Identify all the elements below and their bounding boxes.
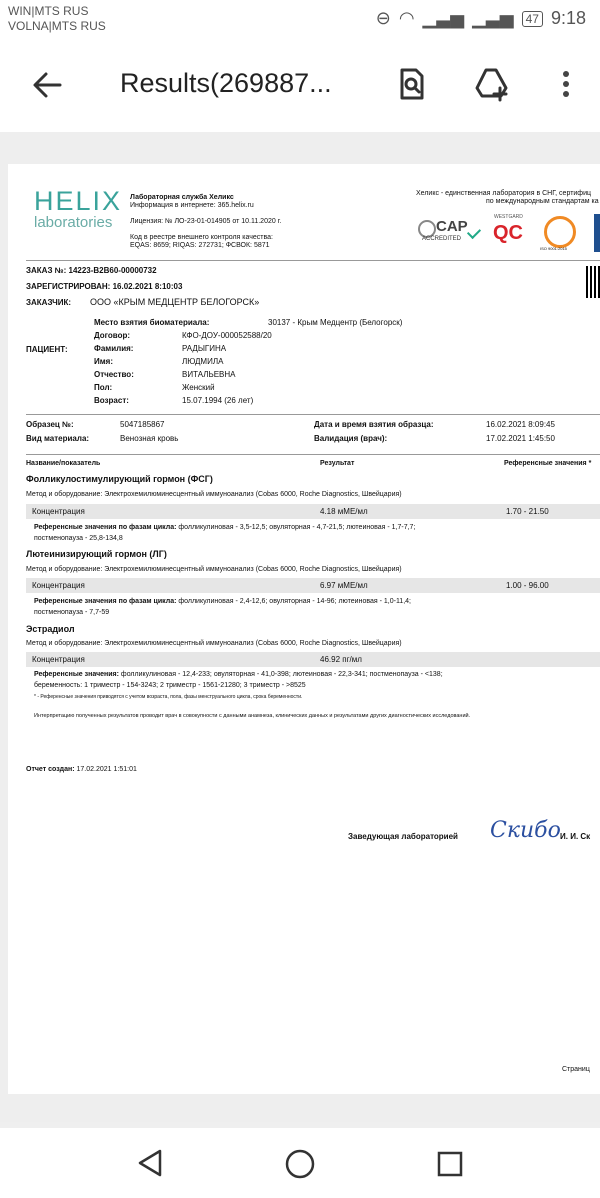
method: Метод и оборудование: Электрохемилюминесцентный иммуноанализ (Cobas 6000, Roche Diagnostics, Швейцария) — [26, 566, 402, 573]
param: Концентрация — [32, 507, 85, 516]
dnd-icon: ⊖ — [375, 8, 391, 28]
head-name: И. И. Ск — [560, 832, 591, 841]
material-label: Вид материала: — [26, 434, 90, 443]
page-label: Страниц — [562, 1066, 590, 1073]
nav-back-icon[interactable] — [136, 1148, 164, 1178]
method: Метод и оборудование: Электрохемилюминесцентный иммуноанализ (Cobas 6000, Roche Diagnostics, Швейцария) — [26, 491, 402, 498]
interpretation: Интерпретацию полученных результатов проводит врач в совокупности с данными анамнеза, клинических данных и результатами других диагностических исследований. — [34, 713, 471, 719]
col-name: Название/показатель — [26, 460, 101, 467]
method: Метод и оборудование: Электрохемилюминесцентный иммуноанализ (Cobas 6000, Roche Diagnostics, Швейцария) — [26, 640, 402, 647]
ref: 1.70 - 21.50 — [506, 507, 549, 516]
more-options-icon[interactable] — [548, 66, 584, 102]
helix-logo: HELIX — [34, 186, 123, 216]
signal-icon: ▁▃▅ — [422, 8, 465, 28]
sgs-logo — [544, 216, 576, 248]
col-ref: Референсные значения * — [504, 460, 592, 467]
note-bold: Референсные значения по фазам цикла: — [34, 598, 177, 605]
sample-label: Образец №: — [26, 420, 74, 429]
status-bar — [0, 0, 600, 40]
cap-accredited-logo: CAP ACCREDITED — [418, 218, 480, 246]
field-value: 30137 - Крым Медцентр (Белогорск) — [268, 318, 403, 327]
field-label: Пол: — [94, 383, 113, 392]
order-number: ЗАКАЗ №: 14223-B2B60-00000732 — [26, 266, 157, 275]
material: Венозная кровь — [120, 434, 179, 443]
footnote: * - Референсные значения приводятся с учетом возраста, пола, фазы менструального цикла, срока беременности. — [34, 694, 303, 700]
result: 4.18 мМЕ/мл — [320, 507, 368, 516]
note-1: фолликулиновая - 3,5-12,5; овуляторная - 4,7-21,5; лютеиновая - 1,7-7,7; — [176, 524, 416, 531]
customer: ООО «КРЫМ МЕДЦЕНТР БЕЛОГОРСК» — [90, 297, 260, 307]
pdf-page — [8, 164, 600, 1094]
col-result: Результат — [320, 460, 355, 467]
validation-label: Валидация (врач): — [314, 434, 388, 443]
field-label: Возраст: — [94, 396, 129, 405]
nav-recents-icon[interactable] — [436, 1150, 464, 1178]
field-value: РАДЫГИНА — [182, 344, 227, 353]
registry-1: Код в реестре внешнего контроля качества: — [130, 234, 273, 241]
field-label: Место взятия биоматериала: — [94, 318, 210, 327]
ref: 1.00 - 96.00 — [506, 581, 549, 590]
qc-logo: QC — [493, 222, 523, 244]
find-in-page-icon[interactable] — [394, 66, 430, 102]
field-label: Отчество: — [94, 370, 134, 379]
field-label: Фамилия: — [94, 344, 134, 353]
document-viewer[interactable] — [0, 132, 600, 1122]
report-label: Отчет создан: — [26, 766, 75, 773]
app-bar — [0, 40, 600, 133]
note-2: беременность: 1 триместр - 154-3243; 2 триместр - 1561-21280; 3 триместр - >8525 — [34, 682, 306, 689]
qr-code — [586, 266, 600, 298]
result: 6.97 мМЕ/мл — [320, 581, 368, 590]
signature: Скибо — [490, 818, 561, 843]
test-title: Фолликулостимулирующий гормон (ФСГ) — [26, 474, 213, 484]
wifi-icon: ◠ — [398, 8, 415, 28]
lab-site: Информация в интернете: 365.helix.ru — [130, 202, 254, 209]
lab-name: Лабораторная служба Хеликс — [130, 194, 234, 201]
sample-number: 5047185867 — [120, 420, 165, 429]
registered-date: ЗАРЕГИСТРИРОВАН: 16.02.2021 8:10:03 — [26, 282, 183, 291]
note-bold: Референсные значения: — [34, 671, 119, 678]
battery-icon: 47 — [522, 11, 543, 27]
note-bold: Референсные значения по фазам цикла: — [34, 524, 177, 531]
license: Лицензия: № ЛО-23-01-014905 от 10.11.2020 г. — [130, 218, 282, 225]
field-value: 15.07.1994 (26 лет) — [182, 396, 254, 405]
westgard-label: WESTGARD — [494, 214, 523, 220]
back-arrow-icon[interactable] — [30, 68, 64, 102]
note-1: фолликулиновая - 12,4-233; овуляторная - 41,0-398; лютеиновая - 22,3-341; постменопауза - <138; — [118, 671, 443, 678]
signal-icon-2: ▁▃▅ — [472, 8, 514, 28]
nav-home-icon[interactable] — [284, 1148, 316, 1180]
badge-logo — [594, 214, 600, 252]
helix-note-2: по международным стандартам ка — [486, 198, 599, 205]
result: 46.92 пг/мл — [320, 655, 362, 664]
clock: 9:18 — [550, 8, 586, 28]
document-title: Results(269887... — [120, 68, 332, 98]
note-2: постменопауза - 25,8-134,8 — [34, 535, 123, 542]
taken-label: Дата и время взятия образца: — [314, 420, 434, 429]
note-1: фолликулиновая - 2,4-12,6; овуляторная - 14-96; лютеиновая - 1,0-11,4; — [176, 598, 411, 605]
field-value: Женский — [182, 383, 215, 392]
report-date: 17.02.2021 1:51:01 — [76, 766, 137, 773]
note-2: постменопауза - 7,7-59 — [34, 609, 110, 616]
iso-label: ISO 9001:2015 — [540, 246, 567, 251]
param: Концентрация — [32, 581, 85, 590]
param: Концентрация — [32, 655, 85, 664]
validation-date: 17.02.2021 1:45:50 — [486, 434, 555, 443]
field-value: ВИТАЛЬЕВНА — [182, 370, 236, 379]
test-title: Эстрадиол — [26, 624, 75, 634]
head-lab-label: Заведующая лабораторией — [348, 832, 458, 841]
carrier-1: WIN|MTS RUS — [8, 4, 89, 18]
patient-label: ПАЦИЕНТ: — [26, 345, 68, 354]
helix-logo-sub: laboratories — [34, 214, 113, 231]
field-label: Договор: — [94, 331, 131, 340]
registry-2: EQAS: 8659; RIQAS: 272731; ФСВОК: 5871 — [130, 242, 270, 249]
field-label: Имя: — [94, 357, 113, 366]
field-value: КФО-ДОУ-000052588/20 — [182, 331, 272, 340]
add-to-drive-icon[interactable] — [474, 66, 510, 102]
result-row — [26, 652, 600, 667]
test-title: Лютеинизирующий гормон (ЛГ) — [26, 549, 167, 559]
taken-date: 16.02.2021 8:09:45 — [486, 420, 555, 429]
navigation-bar — [0, 1128, 600, 1198]
helix-note-1: Хеликс - единственная лаборатория в СНГ, сертифиц — [416, 190, 591, 197]
field-value: ЛЮДМИЛА — [182, 357, 224, 366]
customer-label: ЗАКАЗЧИК: — [26, 298, 72, 307]
carrier-2: VOLNA|MTS RUS — [8, 19, 106, 33]
